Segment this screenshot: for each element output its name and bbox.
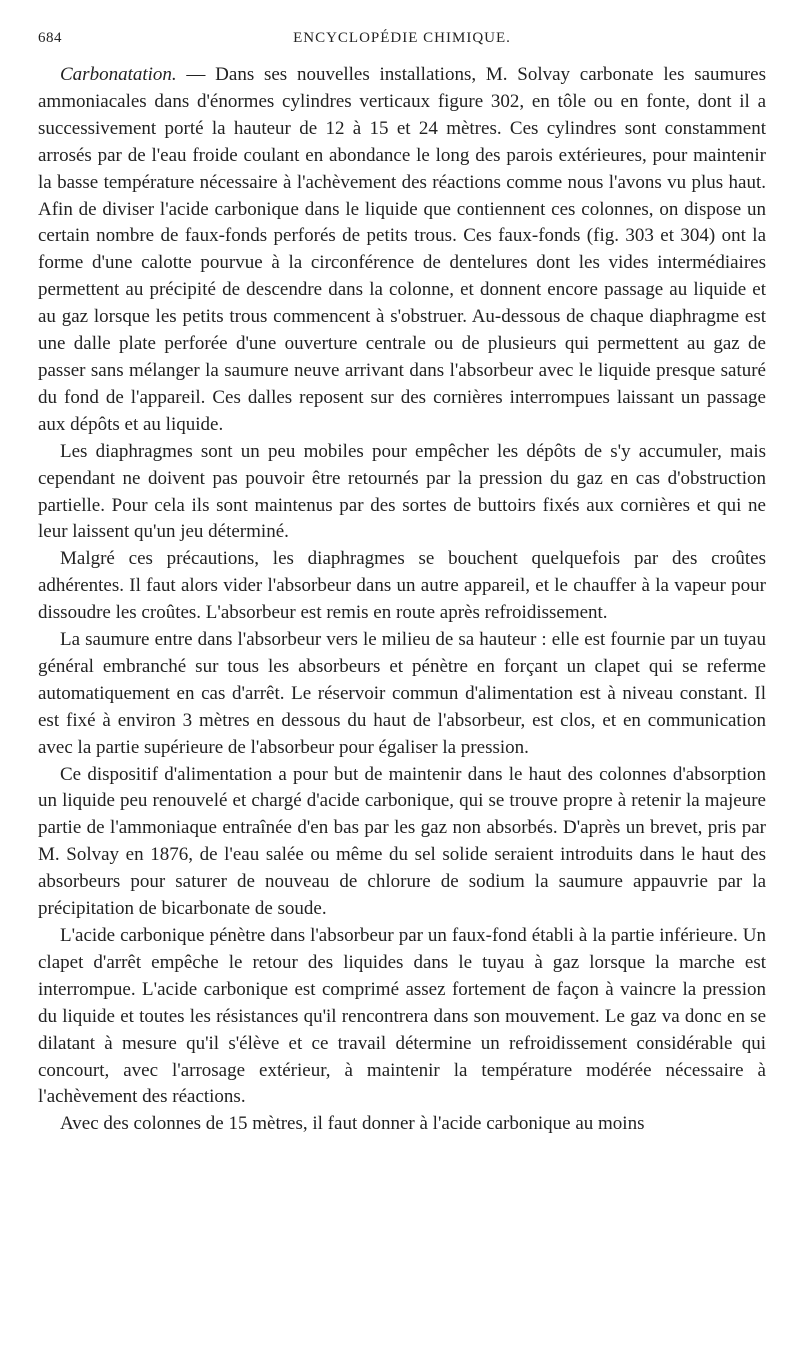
paragraph-precautions: Malgré ces précautions, les diaphragmes se bouchent quelquefois par des croûtes adhérentes. Il faut alors vider l'absorbeur dans un autre appareil, et le chauffer à la vapeur pour dissoudre les croûtes. L'absorbeur est remis en route après refroidissement.	[38, 548, 766, 624]
body-text	[38, 62, 766, 1138]
paragraph-acide-carbonique: L'acide carbonique pénètre dans l'absorbeur par un faux-fond établi à la partie inférieure. Un clapet d'arrêt empêche le retour des liquides dans le tuyau à gaz lorsque la marche est interrompue. L'acide carbonique est comprimé assez fortement de façon à vaincre la pression du liquide et toutes les résistances qu'il rencontrera dans son mouvement. Le gaz va donc en se dilatant à mesure qu'il s'élève et ce travail détermine un refroidissement considérable qui concourt, avec l'arrosage extérieur, à maintenir la température modérée nécessaire à l'achèvement des réactions.	[38, 925, 766, 1108]
page-number: 684	[38, 30, 62, 46]
paragraph-diaphragmes: Les diaphragmes sont un peu mobiles pour empêcher les dépôts de s'y accumuler, mais cependant ne doivent pas pouvoir être retournés par la pression du gaz en cas d'obstruction partielle. Pour cela ils sont maintenus par des sortes de buttoirs fixés aux cornières et qui ne leur laissent qu'un jeu déterminé.	[38, 440, 766, 543]
running-head	[38, 30, 766, 56]
section-lead-in: Carbonatation.	[60, 64, 177, 85]
paragraph-dispositif: Ce dispositif d'alimentation a pour but de maintenir dans le haut des colonnes d'absorption un liquide peu renouvelé et chargé d'acide carbonique, qui se trouve propre à retenir la majeure partie de l'ammoniaque entraînée d'en bas par les gaz non absorbés. D'après un brevet, pris par M. Solvay en 1876, de l'eau salée ou même du sel solide seraient introduits dans le haut des absorbeurs pour saturer de nouveau de chlorure de sodium la saumure appauvrie par la précipitation de bicarbonate de soude.	[38, 763, 766, 920]
paragraph-carbonatation	[38, 62, 766, 439]
paragraph-saumure: La saumure entre dans l'absorbeur vers le milieu de sa hauteur : elle est fournie par un tuyau général embranché sur tous les absorbeurs et pénètre en forçant un clapet qui se referme automatiquement en cas d'arrêt. Le réservoir commun d'alimentation est à niveau constant. Il est fixé à environ 3 mètres en dessous du haut de l'absorbeur, est clos, et en communication avec la partie supérieure de l'absorbeur pour égaliser la pression.	[38, 629, 766, 758]
paragraph-colonnes: Avec des colonnes de 15 mètres, il faut donner à l'acide carbonique au moins	[60, 1113, 645, 1135]
running-title: ENCYCLOPÉDIE CHIMIQUE.	[293, 30, 511, 46]
paragraph-text: — Dans ses nouvelles installations, M. Solvay carbonate les saumures ammoniacales dans d'énormes cylindres verticaux figure 302, en tôle ou en fonte, dont il a successivement porté la hauteur de 12 à 15 et 24 mètres. Ces cylindres sont constamment arrosés par de l'eau froide coulant en abondance le long des parois extérieures, pour maintenir la basse température nécessaire à l'achèvement des réactions comme nous l'avons vu plus haut. Afin de diviser l'acide carbonique dans le liquide que contiennent ces colonnes, on dispose un certain nombre de faux-fonds perforés de petits trous. Ces faux-fonds (fig. 303 et 304) ont la forme d'une calotte pourvue à la circonférence de dentelures dont les vides intermédiaires permettent au précipité de descendre dans la colonne, et donnent encore passage au liquide et au gaz lorsque les petits trous commencent à s'obstruer. Au-dessous de chaque diaphragme est une dalle plate perforée d'une ouverture centrale ou de plusieurs qui permettent au gaz de passer sans mélanger la saumure neuve arrivant dans l'absorbeur avec le liquide presque saturé du fond de l'appareil. Ces dalles reposent sur des cornières interrompues laissant un passage aux dépôts et au liquide.	[38, 64, 766, 435]
